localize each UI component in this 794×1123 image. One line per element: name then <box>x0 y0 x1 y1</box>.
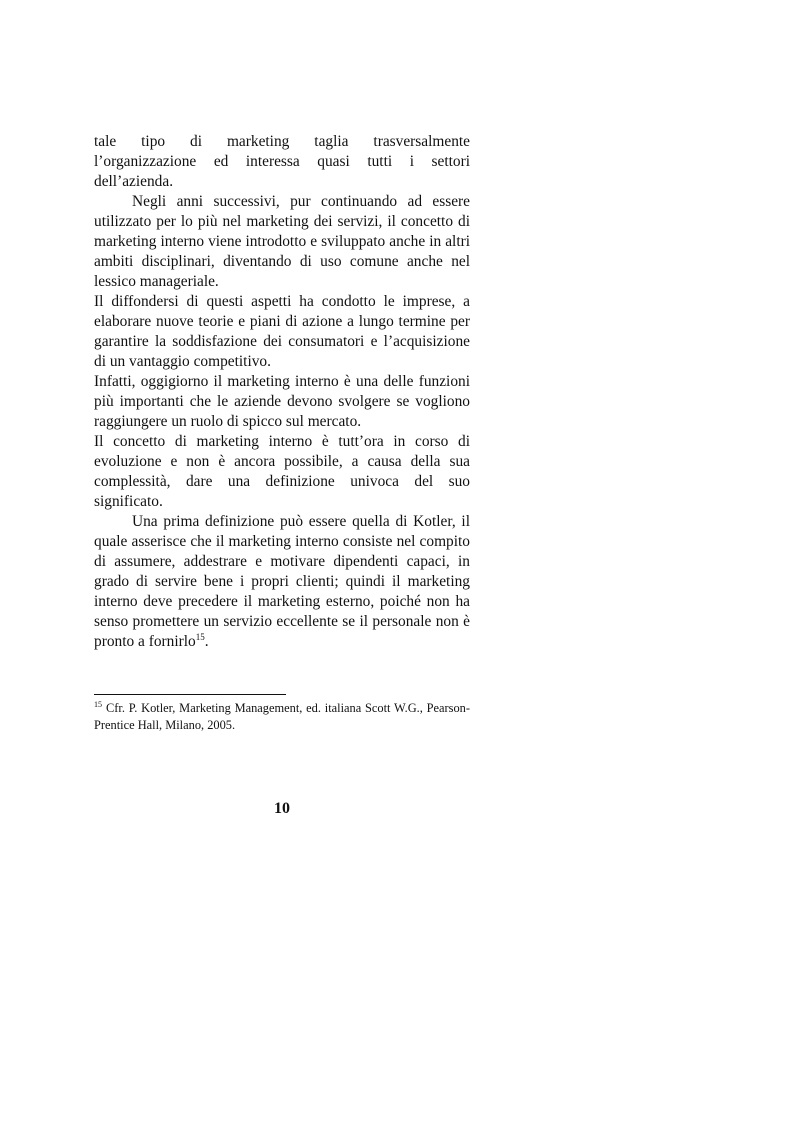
footnote <box>94 700 470 734</box>
paragraph: Il diffondersi di questi aspetti ha condotto le imprese, a elaborare nuove teorie e piani di azione a lungo termine per garantire la soddisfazione dei consumatori e l’acquisizione di un vantaggio competitivo. <box>94 293 470 370</box>
paragraph: tale tipo di marketing taglia trasversalmente l’organizzazione ed interessa quasi tutti i settori dell’azienda. <box>94 133 470 190</box>
body-text <box>94 132 470 652</box>
paragraph: Il concetto di marketing interno è tutt’ora in corso di evoluzione e non è ancora possibile, a causa della sua complessità, dare una definizione univoca del suo significato. <box>94 433 470 510</box>
paragraph-text: Una prima definizione può essere quella di Kotler, il quale asserisce che il marketing interno consiste nel compito di assumere, addestrare e motivare dipendenti capaci, in grado di servire bene i propri clienti; quindi il marketing interno deve precedere il marketing esterno, poiché non ha senso promettere un servizio eccellente se il personale non è pronto a fornirlo <box>94 513 470 650</box>
paragraph-trailing-punctuation: . <box>204 633 209 650</box>
paragraph: Infatti, oggigiorno il marketing interno è una delle funzioni più importanti che le aziende devono svolgere se vogliono raggiungere un ruolo di spicco sul mercato. <box>94 373 470 430</box>
paragraph <box>94 512 470 652</box>
paragraph: Negli anni successivi, pur continuando ad essere utilizzato per lo più nel marketing dei servizi, il concetto di marketing interno viene introdotto e sviluppato anche in altri ambiti disciplinari, diventando di uso comune anche nel lessico manageriale. <box>94 193 470 290</box>
footnote-number: 15 <box>94 699 102 709</box>
footnote-divider <box>94 694 286 695</box>
footnote-reference[interactable]: 15 <box>195 631 205 642</box>
page-number: 10 <box>274 800 290 817</box>
footnote-text: Cfr. P. Kotler, Marketing Management, ed. italiana Scott W.G., Pearson- Prentice Hall, Milano, 2005. <box>94 701 470 732</box>
